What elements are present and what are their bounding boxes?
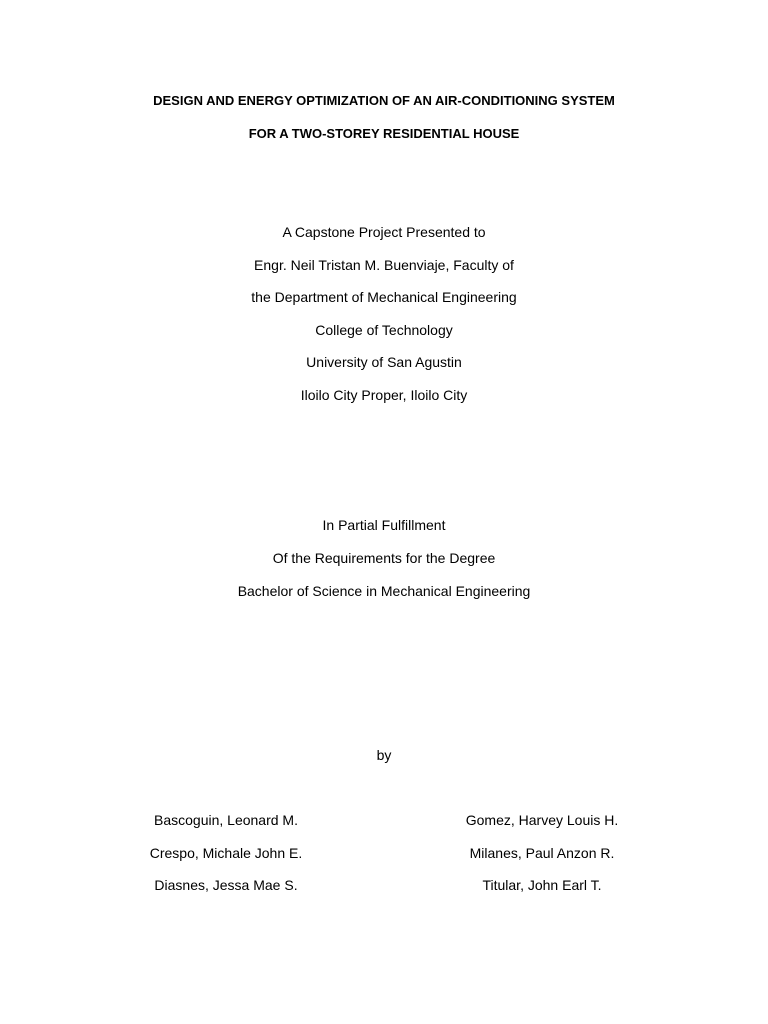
author-name: Gomez, Harvey Louis H. [465, 812, 619, 828]
presented-to-line: the Department of Mechanical Engineering [251, 289, 517, 305]
presented-to-line: Engr. Neil Tristan M. Buenviaje, Faculty of [254, 257, 514, 273]
presented-to-line: Iloilo City Proper, Iloilo City [300, 387, 468, 403]
author-name: Titular, John Earl T. [482, 877, 602, 893]
author-name: Milanes, Paul Anzon R. [469, 845, 615, 861]
fulfillment-line: Of the Requirements for the Degree [272, 550, 496, 566]
fulfillment-line: In Partial Fulfillment [322, 517, 446, 533]
author-name: Diasnes, Jessa Mae S. [154, 877, 298, 893]
document-title-line-2: FOR A TWO-STOREY RESIDENTIAL HOUSE [248, 126, 520, 141]
presented-to-line: University of San Agustin [306, 354, 462, 370]
author-name: Crespo, Michale John E. [149, 845, 303, 861]
author-name: Bascoguin, Leonard M. [154, 812, 298, 828]
document-title-line-1: DESIGN AND ENERGY OPTIMIZATION OF AN AIR-CONDITIONING SYSTEM [153, 93, 615, 108]
fulfillment-line: Bachelor of Science in Mechanical Engineering [237, 583, 531, 599]
by-label: by [376, 747, 392, 763]
presented-to-line: College of Technology [315, 322, 453, 338]
presented-to-line: A Capstone Project Presented to [282, 224, 486, 240]
